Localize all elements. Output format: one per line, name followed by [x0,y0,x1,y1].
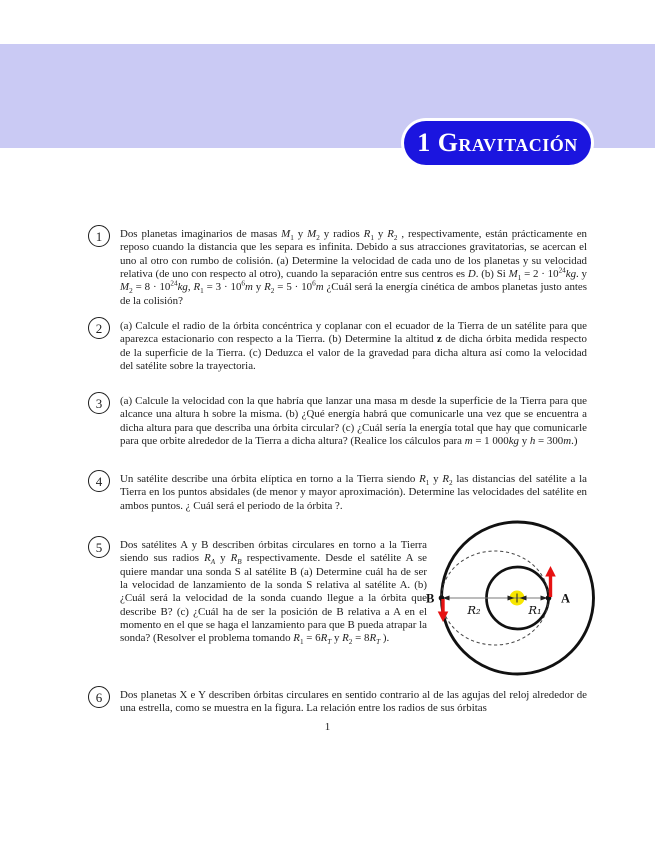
page-number: 1 [324,721,331,733]
chapter-title-pill [404,121,591,165]
problem-text: (a) Calcule la velocidad con la que habría que lanzar una masa m desde la superficie de la Tierra para que alcance una altura h sobre la misma. (b) ¿Qué energía habrá que comunicarle una vez que se encuentra a dicha altura para que describa una órbita circular? (c) ¿Cuál sería la energía total que hay que comunicarle para que orbite alrededor de la Tierra a dicha altura? (Realice los cálculos para m = 1 000kg y h = 300m.) [120,395,587,448]
problem-number: 3 [95,395,103,411]
problem-number: 5 [95,539,103,555]
problem-item-1 [88,228,587,308]
chapter-title: 1 Gravitación [417,128,578,157]
problem-number-badge [88,536,110,558]
problem-text: Dos planetas X e Y describen órbitas circulares en sentido contrario al de las agujas del reloj alrededor de una estrella, como se muestra en la figura. La relación entre los radios de sus órbitas [120,689,587,715]
problem-number-badge [88,225,110,247]
problem-text: Dos satélites A y B describen órbitas circulares en torno a la Tierra siendo sus radios $R_A$ y $R_B$ respectivamente. Desde el satélite A se quiere mandar una sonda S al satélite B (a) Determine cuál ha de ser la velocidad de lanzamiento de la sonda S relativa al satélite A. (b) ¿Cuál será la velocidad de la sonda cuando llegue a la órbita que describe B? (c) ¿Cuál ha de ser la posición de B relativa a A en el momento en el que se haga el lanzamiento para que B pueda atrapar la sonda? (Resolver el problema tomando $R_1 = 6R_T$ y $R_2 = 8R_T$ ). [120,539,428,647]
problem-item-2 [88,320,587,373]
radius-dimension-line [442,594,549,603]
problem-item-4 [88,473,587,513]
problem-number-badge [88,392,110,414]
problem-number-badge [88,470,110,492]
orbit-transfer-figure [425,510,605,690]
problem-number-badge [88,686,110,708]
problem-number: 4 [95,473,103,489]
problem-text: Un satélite describe una órbita elíptica en torno a la Tierra siendo $R_1$ y $R_2$ las distancias del satélite a la Tierra en los puntos absidales (de menor y mayor aproximación). Determine las velocidades del satélite en ambos puntos. ¿ Cuál será el periodo de la órbita ?. [120,473,588,512]
problem-number-badge [88,317,110,339]
problem-item-6 [88,689,587,716]
problem-item-5 [88,539,427,646]
label-r1: R₁ [528,603,542,617]
problem-number: 1 [95,228,103,244]
problem-item-3 [88,395,587,448]
problem-text: Dos planetas imaginarios de masas $M_1$ y $M_2$ y radios $R_1$ y $R_2$ , respectivamente, están prácticamente en reposo cuando la distancia que les separa es infinita. Debido a sus atracciones gravitatorias, se acercan el uno al otro con rumbo de colisión. (a) Determine la velocidad de cada uno de los planetas y su velocidad relativa (de uno con respecto al otro), cuando la separación entre sus centros es D. (b) Si $M_1 = 2 \cdot 10^{24}kg$. y $M_2 = 8 \cdot 10^{24}kg$, $R_1 = 3 \cdot 10^6m$ y $R_2 = 5 \cdot 10^6m$ ¿Cuál será la energía cinética de ambos planetas justo antes de la colisión? [120,228,587,307]
label-a: A [561,591,571,606]
problem-number: 2 [95,320,103,336]
label-b: B [426,591,435,606]
problem-text: (a) Calcule el radio de la órbita concéntrica y coplanar con el ecuador de la Tierra de un satélite para que aparezca estacionario con respecto a la Tierra. (b) Determine la altitud z de dicha órbita medida respecto de la superficie de la Tierra. (c) Deduzca el valor de la gravedad para dicha altura así como la velocidad del satélite sobre la trayectoria. [120,320,587,373]
label-r2: R₂ [467,603,481,617]
problem-number: 6 [95,689,103,705]
